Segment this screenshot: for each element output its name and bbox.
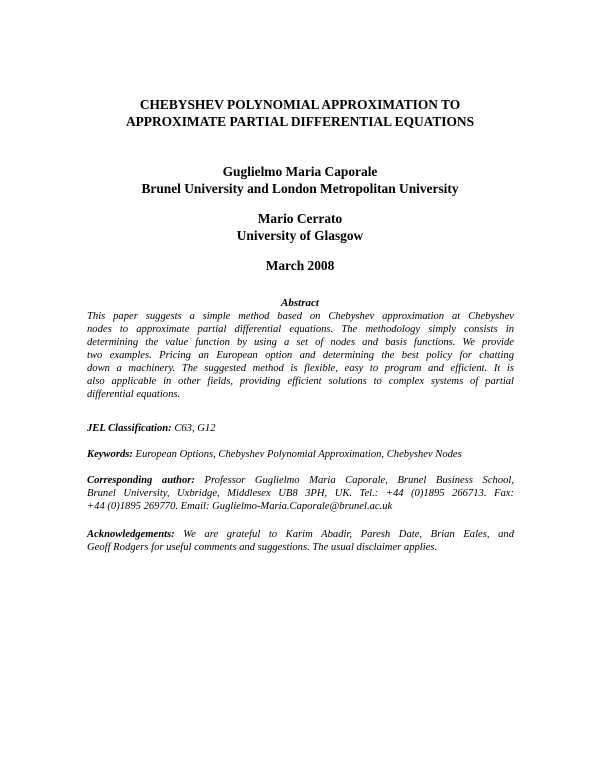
author-name: Mario Cerrato: [257, 211, 343, 226]
keywords-text: European Options, Chebyshev Polynomial Approximation, Chebyshev Nodes: [132, 449, 462, 460]
corresponding-line-2: Brunel University, Uxbridge, Middlesex UB8 3PH, UK. Tel.: +44 (0)1895 266713. Fax:: [87, 488, 514, 499]
keywords-label: Keywords:: [87, 449, 133, 460]
author-block-1: [60, 163, 540, 197]
abstract-line: two examples. Pricing an European option and determining the best policy for chatting: [87, 350, 514, 361]
ack-label: Acknowledgements:: [87, 529, 175, 540]
jel-classification: [87, 422, 514, 435]
author-name: Guglielmo Maria Caporale: [222, 164, 378, 179]
author-affiliation: University of Glasgow: [236, 228, 364, 243]
paper-date: March 2008: [265, 258, 335, 273]
abstract-line: This paper suggests a simple method based on Chebyshev approximation at Chebyshev: [87, 311, 514, 322]
corresponding-text: Professor Guglielmo Maria Caporale, Brunel Business School,: [194, 475, 515, 486]
corresponding-label: Corresponding author:: [87, 475, 195, 486]
acknowledgements: [87, 528, 514, 554]
jel-label: JEL Classification:: [87, 423, 172, 434]
keywords: [87, 448, 514, 461]
abstract-heading: Abstract: [281, 297, 319, 309]
corresponding-author: [87, 474, 514, 513]
author-block-2: [60, 210, 540, 244]
abstract-line: nodes to approximate partial differential equations. The methodology simply consists in: [87, 324, 514, 335]
abstract-line: down a machinery. The suggested method is flexible, easy to program and efficient. It is: [87, 363, 514, 374]
corresponding-line-1: [87, 474, 514, 487]
author-affiliation: Brunel University and London Metropolitan University: [141, 181, 459, 196]
abstract-line: differential equations.: [87, 389, 181, 400]
ack-line-1: [87, 528, 514, 541]
abstract-line: determining the value function by using a set of nodes and basis functions. We provide: [87, 337, 514, 348]
ack-text: We are grateful to Karim Abadir, Paresh Date, Brian Eales, and: [174, 529, 514, 540]
title-line-1: CHEBYSHEV POLYNOMIAL APPROXIMATION TO: [139, 97, 461, 112]
corresponding-line-3: +44 (0)1895 269770. Email: Guglielmo-Maria.Caporale@brunel.ac.uk: [87, 501, 393, 512]
abstract-line: also applicable in other fields, providing efficient solutions to complex systems of partial: [87, 376, 514, 387]
paper-title: [60, 96, 540, 130]
abstract-body: [87, 310, 514, 401]
title-line-2: APPROXIMATE PARTIAL DIFFERENTIAL EQUATIONS: [125, 114, 475, 129]
ack-line-2: Geoff Rodgers for useful comments and suggestions. The usual disclaimer applies.: [87, 542, 438, 553]
jel-codes: C63, G12: [171, 423, 216, 434]
